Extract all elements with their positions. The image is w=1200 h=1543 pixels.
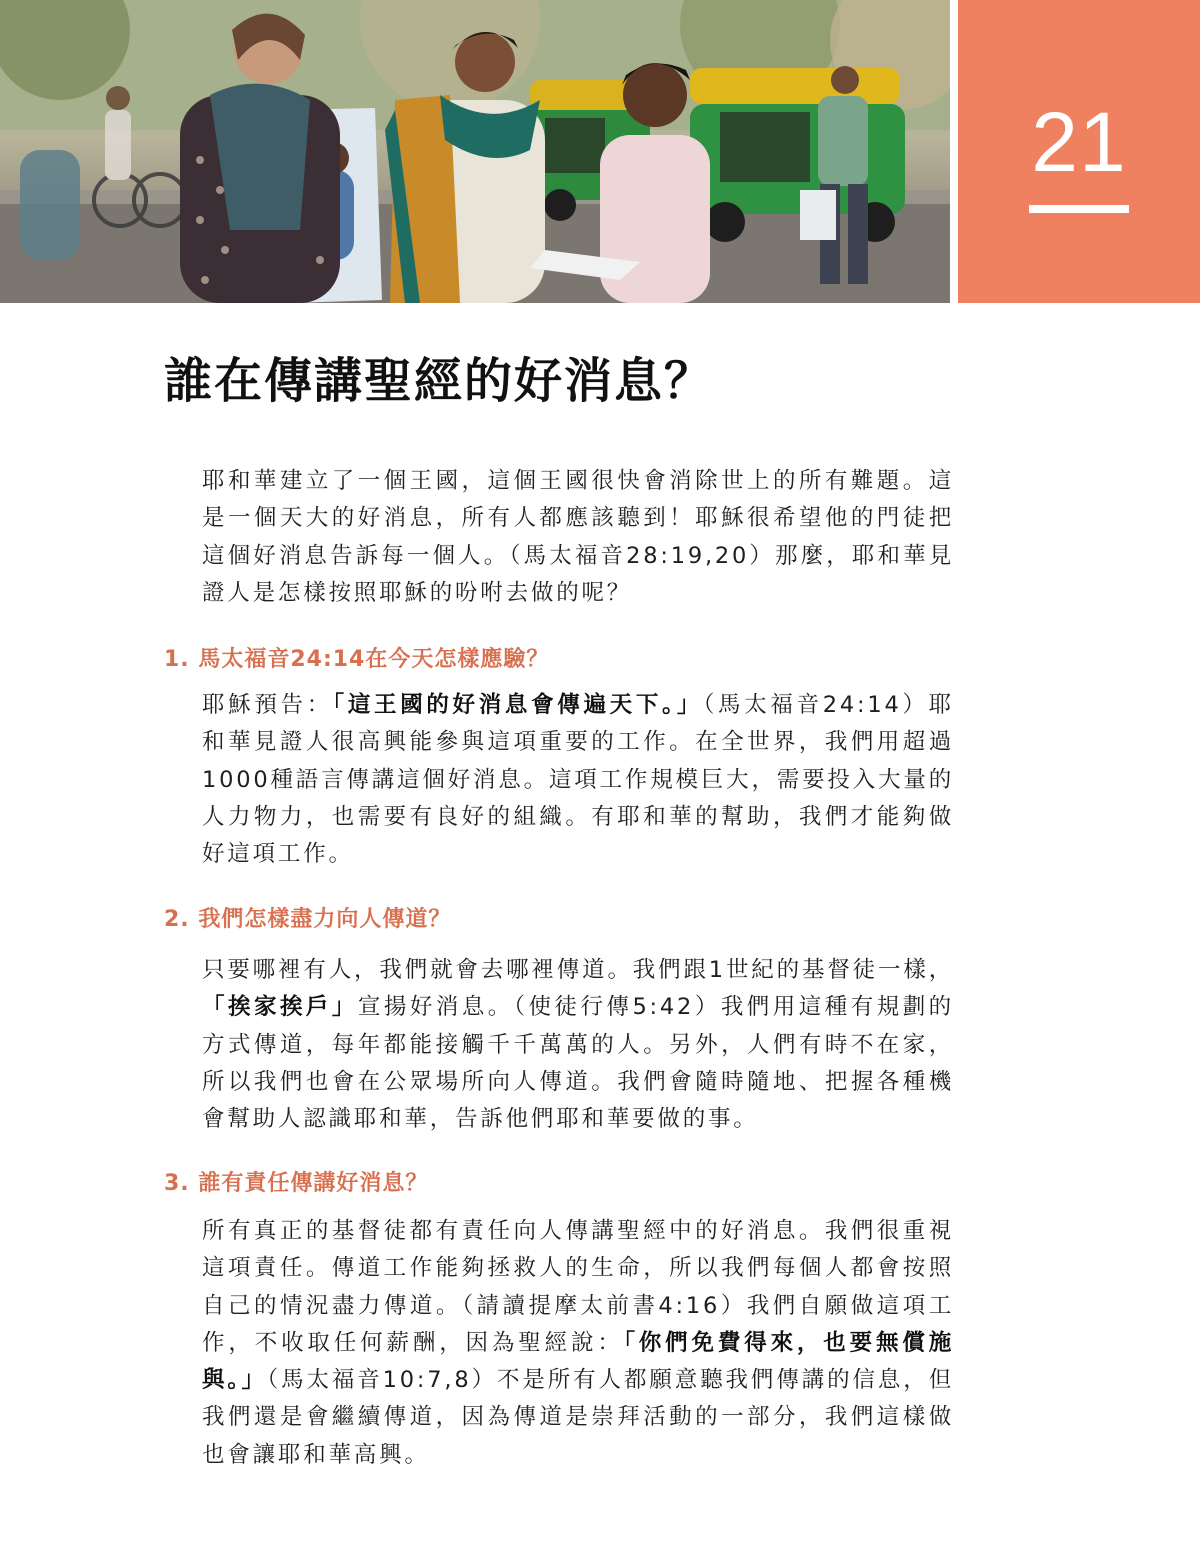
scripture-quote: 「挨家挨戶」 — [202, 994, 358, 1021]
answer-text: （馬太福音10:7,8）不是所有人都願意聽我們傳講的信息，但我們還是會繼續傳道，因為傳道是崇拜活動的一部分，我們這樣做也會讓耶和華高興。 — [202, 1367, 955, 1468]
answer-text: 所有真正的基督徒都有責任向人傳講聖經中的好消息。我們很重視這項責任。傳道工作能夠拯救人的生命，所以我們每個人都會按照自己的情況盡力傳道。（請讀提摩太前書4:16）我們自願做這項工作，不收取任何薪酬，因為聖經說： — [202, 1218, 954, 1356]
question-1-answer — [202, 687, 954, 873]
answer-text: （馬太福音24:14）耶和華見證人很高興能參與這項重要的工作。在全世界，我們用超過1000種語言傳講這個好消息。這項工作規模巨大，需要投入大量的人力物力，也需要有良好的組織。有耶和華的幫助，我們才能夠做好這項工作。 — [202, 692, 954, 868]
question-2-answer — [202, 952, 954, 1138]
page-title: 誰在傳講聖經的好消息？ — [164, 353, 715, 409]
chapter-number: 21 — [1031, 95, 1127, 189]
header-photo — [0, 0, 950, 303]
question-2-heading: 2. 我們怎樣盡力向人傳道？ — [164, 907, 452, 932]
chapter-badge — [958, 0, 1200, 303]
answer-text: 宣揚好消息。（使徒行傳5:42）我們用這種有規劃的方式傳道，每年都能接觸千千萬萬的人。另外，人們有時不在家，所以我們也會在公眾場所向人傳道。我們會隨時隨地、把握各種機會幫助人認識耶和華，告訴他們耶和華要做的事。 — [202, 994, 954, 1133]
street-scene-illustration — [0, 0, 950, 303]
question-3-answer — [202, 1213, 954, 1474]
scripture-quote: 「你們免費得來，也要無償施與。」 — [202, 1329, 954, 1394]
intro-paragraph: 耶和華建立了一個王國，這個王國很快會消除世上的所有難題。這是一個天大的好消息，所有人都應該聽到！耶穌很希望他的門徒把這個好消息告訴每一個人。（馬太福音28:19,20）那麼，耶和華見證人是怎樣按照耶穌的吩咐去做的呢？ — [202, 468, 954, 606]
answer-text: 耶穌預告： — [202, 692, 333, 718]
question-3-heading: 3. 誰有責任傳講好消息？ — [164, 1171, 429, 1196]
answer-text: 只要哪裡有人，我們就會去哪裡傳道。我們跟1世紀的基督徒一樣， — [202, 957, 954, 983]
question-1-heading: 1. 馬太福音24:14在今天怎樣應驗？ — [164, 647, 550, 672]
scripture-quote: 「這王國的好消息會傳遍天下。」 — [332, 692, 704, 718]
chapter-underline — [1029, 205, 1129, 213]
